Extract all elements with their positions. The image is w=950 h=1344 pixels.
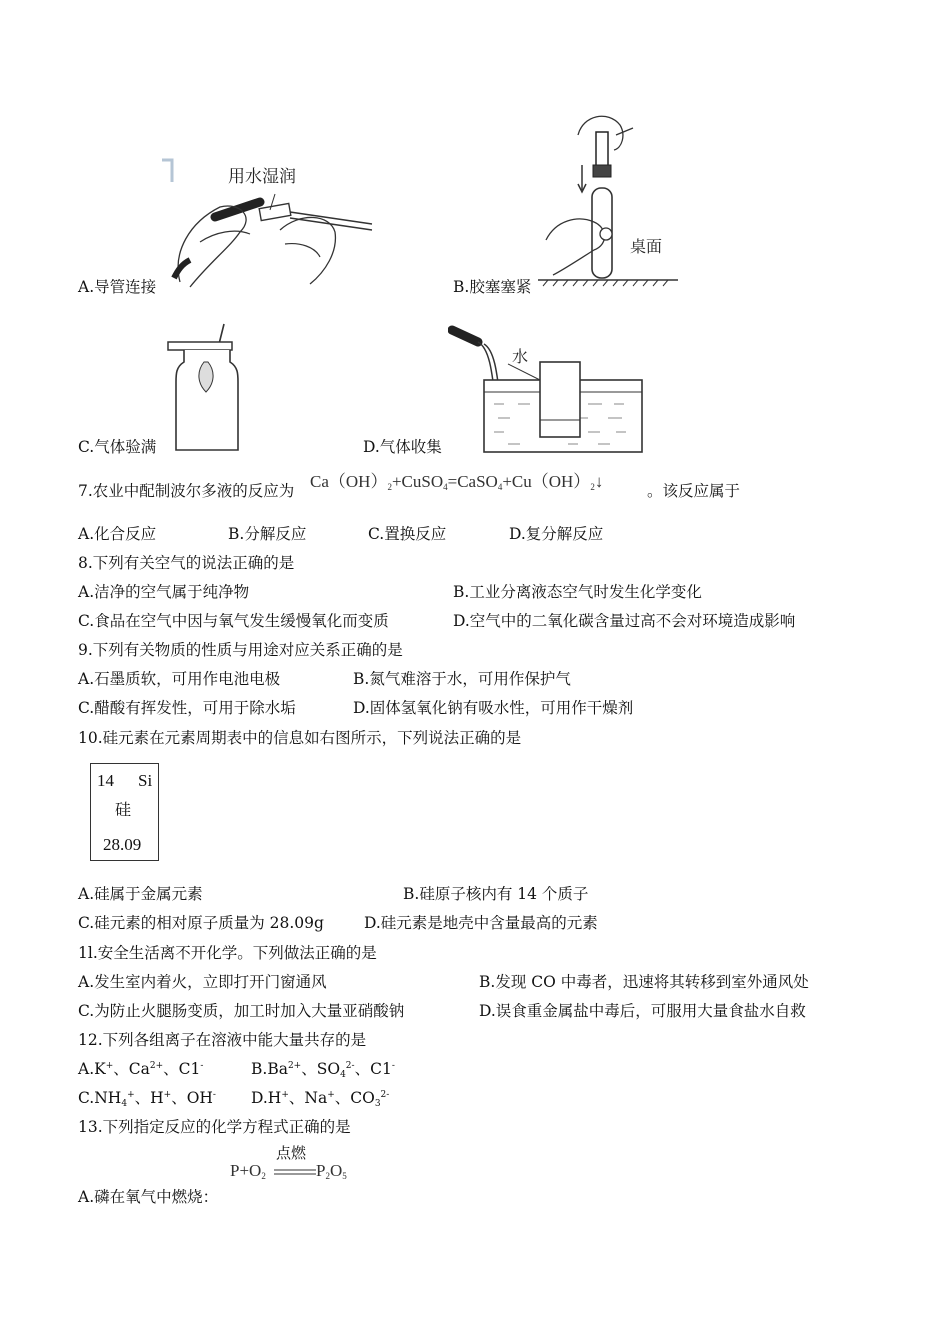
q12-d-sub: 3 xyxy=(374,1099,381,1109)
q12-c-sup3: - xyxy=(212,1090,216,1100)
q7-tail: 。该反应属于 xyxy=(647,482,741,500)
q7-eq-sign: =CaSO xyxy=(447,472,498,491)
q10-option-c: C.硅元素的相对原子质量为 28.09g xyxy=(78,914,324,932)
q11-option-a: A.发生室内着火，立即打开门窗通风 xyxy=(78,973,327,991)
q7-option-b: B.分解反应 xyxy=(228,525,307,543)
q9-option-a: A.石墨质软，可用作电池电极 xyxy=(78,670,281,688)
q9-option-c: C.醋酸有挥发性，可用于除水垢 xyxy=(78,699,296,717)
q12-d-sup2: + xyxy=(327,1090,335,1100)
q12-d-sup1: + xyxy=(281,1090,289,1100)
figure-b-annotation: 桌面 xyxy=(630,237,663,256)
q10-stem: 10.硅元素在元素周期表中的信息如右图所示，下列说法正确的是 xyxy=(78,729,522,747)
q9-option-b: B.氮气难溶于水，可用作保护气 xyxy=(353,670,571,688)
q12-b-sup3: - xyxy=(391,1061,395,1071)
figure-c-caption: C.气体验满 xyxy=(78,438,157,456)
q13-rhs-o: O xyxy=(329,1161,343,1180)
q12-a-part3: 、C1 xyxy=(163,1060,201,1078)
q7-eq-sub3: 4 xyxy=(497,482,503,492)
q13-equals-sign xyxy=(274,1169,316,1175)
q7-eq-ca: Ca（OH） xyxy=(310,472,388,491)
q12-b-sup2: 2- xyxy=(345,1061,355,1071)
figure-a-tube-connection xyxy=(160,152,380,292)
q9-option-d: D.固体氢氧化钠有吸水性，可用作干燥剂 xyxy=(353,699,634,717)
q12-d-part3: 、CO xyxy=(334,1089,375,1107)
element-atomic-number: 14 xyxy=(97,771,114,790)
q12-c-part1: C.NH xyxy=(78,1089,122,1107)
q8-option-c: C.食品在空气中因与氧气发生缓慢氧化而变质 xyxy=(78,612,389,630)
q12-c-part2: 、H xyxy=(134,1089,164,1107)
element-name: 硅 xyxy=(115,800,132,819)
q13-rhs-sub1: 2 xyxy=(325,1171,330,1181)
q13-rhs-p: P xyxy=(316,1161,326,1180)
q7-eq-plus2: +Cu（OH） xyxy=(502,472,591,491)
q13-rhs xyxy=(316,1162,347,1179)
figure-b-stopper xyxy=(538,110,678,295)
q12-option-d xyxy=(251,1091,389,1107)
q11-option-b: B.发现 CO 中毒者，迅速将其转移到室外通风处 xyxy=(479,973,809,991)
q7-option-d: D.复分解反应 xyxy=(509,525,604,543)
q10-option-d: D.硅元素是地壳中含量最高的元素 xyxy=(364,914,598,932)
q8-option-a: A.洁净的空气属于纯净物 xyxy=(78,583,250,601)
q12-c-sup2: + xyxy=(163,1090,172,1100)
q11-option-d: D.误食重金属盐中毒后，可服用大量食盐水自救 xyxy=(479,1002,806,1020)
q12-b-part3: 、C1 xyxy=(354,1060,392,1078)
q7-eq-sub2: 4 xyxy=(443,482,448,492)
q10-option-a: A.硅属于金属元素 xyxy=(78,885,203,903)
figure-a-caption: A.导管连接 xyxy=(78,278,157,296)
q13-option-a: A.磷在氧气中燃烧： xyxy=(78,1188,219,1206)
q13-lhs-sub: 2 xyxy=(261,1171,266,1181)
q13-condition: 点燃 xyxy=(276,1144,307,1162)
element-tile-silicon xyxy=(90,763,159,861)
q12-c-part3: 、OH xyxy=(171,1089,213,1107)
q7-stem: 7.农业中配制波尔多液的反应为 xyxy=(78,482,295,500)
equals-lines xyxy=(274,1169,316,1175)
q12-b-sup1: 2+ xyxy=(287,1061,302,1071)
q7-eq-sub1: 2 xyxy=(387,482,392,492)
q12-b-part1: B.Ba xyxy=(251,1060,288,1078)
q8-option-d: D.空气中的二氧化碳含量过高不会对环境造成影响 xyxy=(453,612,796,630)
tube-connection-illustration xyxy=(160,152,380,292)
q11-stem: 1l.安全生活离不开化学。下列做法正确的是 xyxy=(78,944,377,962)
q8-stem: 8.下列有关空气的说法正确的是 xyxy=(78,554,295,572)
q12-a-sup3: - xyxy=(200,1061,204,1071)
q7-eq-arrow: ↓ xyxy=(594,472,604,491)
q7-option-c: C.置换反应 xyxy=(368,525,447,543)
q12-a-sup1: + xyxy=(105,1061,114,1071)
element-atomic-mass: 28.09 xyxy=(103,835,142,854)
q12-c-sup1: + xyxy=(127,1090,135,1100)
q7-eq-plus1: +CuSO xyxy=(391,472,444,491)
q12-a-part2: 、Ca xyxy=(113,1060,150,1078)
q12-option-a xyxy=(78,1062,203,1078)
q12-b-part2: 、SO xyxy=(301,1060,341,1078)
q13-lhs xyxy=(230,1162,266,1179)
q8-option-b: B.工业分离液态空气时发生化学变化 xyxy=(453,583,702,601)
q7-option-a: A.化合反应 xyxy=(78,525,157,543)
figure-d-caption: D.气体收集 xyxy=(363,438,442,456)
q11-option-c: C.为防止火腿肠变质，加工时加入大量亚硝酸钠 xyxy=(78,1002,405,1020)
q10-option-b: B.硅原子核内有 14 个质子 xyxy=(403,885,589,903)
q12-option-c xyxy=(78,1091,216,1107)
q12-c-sub: 4 xyxy=(121,1099,128,1109)
q12-d-part1: D.H xyxy=(251,1089,282,1107)
gas-collection-illustration xyxy=(448,320,644,455)
q12-a-sup2: 2+ xyxy=(149,1061,164,1071)
q12-d-sup3: 2- xyxy=(380,1090,390,1100)
element-symbol: Si xyxy=(138,771,153,790)
figure-c-gas-test xyxy=(166,322,251,455)
q12-stem: 12.下列各组离子在溶液中能大量共存的是 xyxy=(78,1031,367,1049)
q12-option-b xyxy=(251,1062,395,1078)
figure-d-gas-collection xyxy=(448,320,644,455)
stopper-illustration xyxy=(538,110,678,295)
q13-stem: 13.下列指定反应的化学方程式正确的是 xyxy=(78,1118,351,1136)
gas-test-illustration xyxy=(166,322,251,455)
figure-b-caption: B.胶塞塞紧 xyxy=(453,278,532,296)
q12-d-part2: 、Na xyxy=(288,1089,328,1107)
figure-a-annotation: 用水湿润 xyxy=(228,167,296,187)
q13-lhs-part: P+O xyxy=(230,1161,262,1180)
q7-equation xyxy=(310,473,603,490)
q7-eq-sub4: 2 xyxy=(590,482,595,492)
q12-a-part1: A.K xyxy=(78,1060,106,1078)
figure-d-annotation: 水 xyxy=(512,347,529,366)
q9-stem: 9.下列有关物质的性质与用途对应关系正确的是 xyxy=(78,641,403,659)
q13-rhs-sub2: 5 xyxy=(342,1171,347,1181)
q12-b-sub: 4 xyxy=(340,1070,346,1080)
